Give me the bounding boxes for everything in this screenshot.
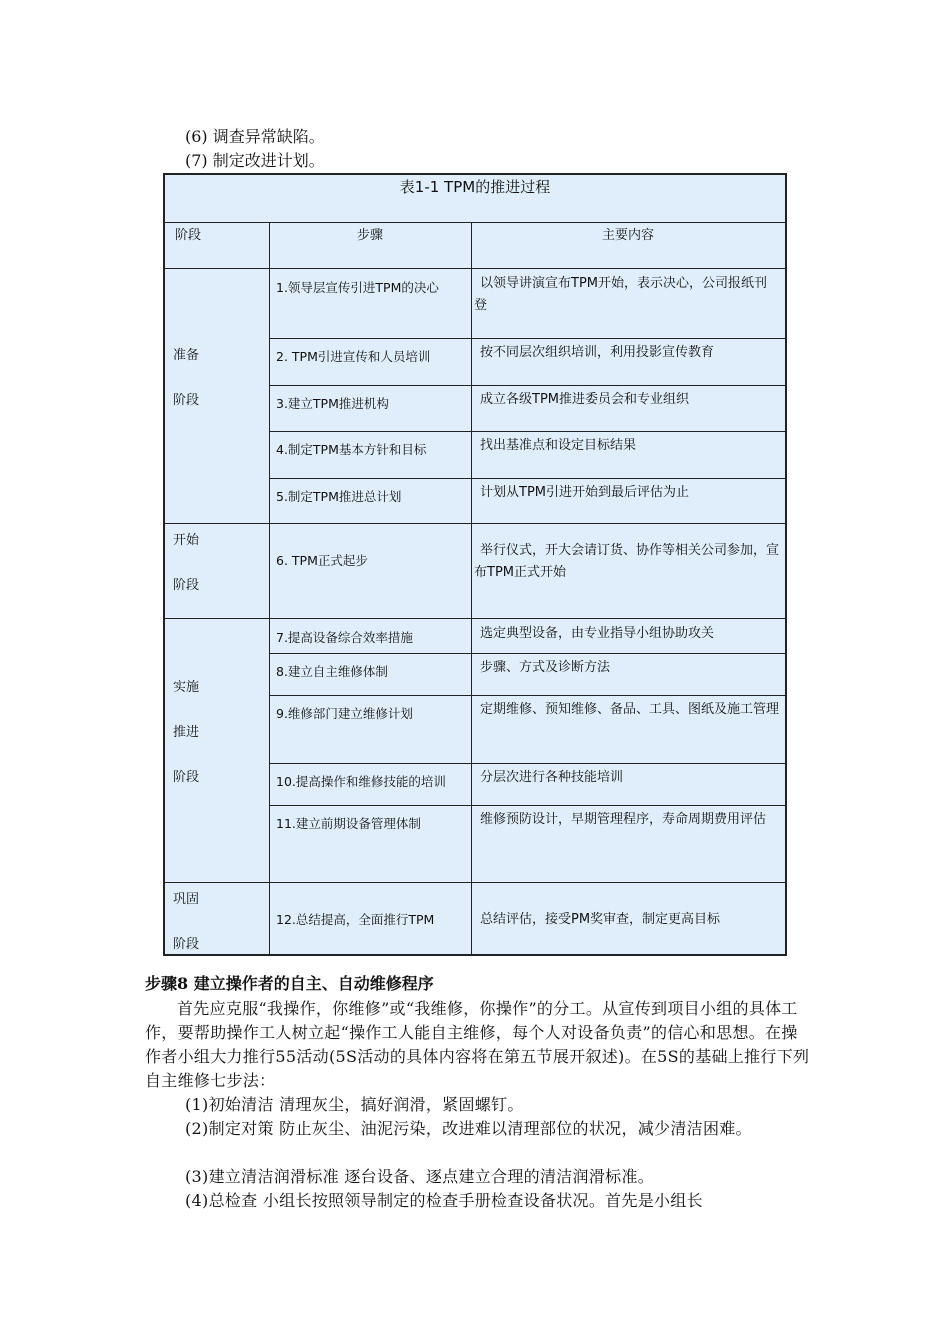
header-step: 步骤	[356, 228, 383, 243]
step-cell: 5.制定TPM推进总计划	[276, 489, 402, 504]
phase-prepare: 准备 阶段	[173, 348, 200, 408]
content-cell: 总结评估，接受PM奖审查，制定更高目标	[480, 912, 721, 927]
paragraph-intro: 首先应克服“我操作，你维修”或“我维修，你操作”的分工。从宣传到项目小组的具体工作，要帮助操作工人树立起“操作工人能自主维修，每个人对设备负责”的信心和思想。在操作者小组大力推行55活动(5S活动的具体内容将在第五节展开叙述)。在5S的基础上推行下列自主维修七步法：	[145, 999, 810, 1090]
paragraph-step-3: (3)建立清洁润滑标准 逐台设备、逐点建立合理的清洁润滑标准。	[185, 1167, 655, 1186]
content-cell: 找出基准点和设定目标结果	[480, 438, 637, 453]
content-cell: 计划从TPM引进开始到最后评估为止	[480, 485, 689, 500]
phase-start: 开始 阶段	[173, 533, 200, 593]
step-cell: 7.提高设备综合效率措施	[276, 630, 413, 645]
step-cell: 9.维修部门建立维修计划	[276, 706, 413, 721]
step-cell: 1.领导层宣传引进TPM的决心	[276, 280, 439, 295]
header-content: 主要内容	[601, 228, 654, 243]
step-cell: 4.制定TPM基本方针和目标	[276, 442, 427, 457]
tpm-process-table	[163, 173, 787, 956]
content-cell: 选定典型设备，由专业指导小组协助攻关	[480, 626, 715, 641]
header-phase: 阶段	[175, 228, 202, 243]
phase-consolidate: 巩固 阶段	[173, 892, 200, 952]
step-cell: 6. TPM正式起步	[276, 553, 368, 568]
step-cell: 12.总结提高，全面推行TPM	[276, 912, 435, 927]
content-cell: 举行仪式，开大会请订货、协作等相关公司参加，宣布TPM正式开始	[474, 543, 780, 580]
step-cell: 8.建立自主维修体制	[276, 664, 388, 679]
table-title: 表1-1 TPM的推进过程	[165, 175, 785, 223]
step-cell: 10.提高操作和维修技能的培训	[276, 774, 446, 789]
step-cell: 11.建立前期设备管理体制	[276, 816, 421, 831]
step-cell: 2. TPM引进宣传和人员培训	[276, 349, 431, 364]
section-heading: 步骤8 建立操作者的自主、自动维修程序	[145, 974, 434, 993]
paragraph-step-4: (4)总检查 小组长按照领导制定的检查手册检查设备状况。首先是小组长	[185, 1191, 703, 1210]
content-cell: 以领导讲演宣布TPM开始，表示决心，公司报纸刊登	[474, 276, 767, 313]
step-cell: 3.建立TPM推进机构	[276, 396, 389, 411]
paragraph-step-2: (2)制定对策 防止灰尘、油泥污染，改进难以清理部位的状况，减少清洁困难。	[185, 1119, 752, 1138]
intro-item-6: (6) 调查异常缺陷。	[185, 127, 325, 146]
phase-implement: 实施 推进 阶段	[173, 680, 200, 785]
content-cell: 定期维修、预知维修、备品、工具、图纸及施工管理	[480, 702, 780, 717]
content-cell: 成立各级TPM推进委员会和专业组织	[480, 392, 689, 407]
intro-item-7: (7) 制定改进计划。	[185, 151, 325, 170]
paragraph-step-1: (1)初始清洁 清理灰尘，搞好润滑，紧固螺钉。	[185, 1095, 524, 1114]
content-cell: 分层次进行各种技能培训	[480, 770, 624, 785]
content-cell: 维修预防设计，早期管理程序，寿命周期费用评估	[480, 812, 767, 827]
content-cell: 步骤、方式及诊断方法	[480, 660, 611, 675]
content-cell: 按不同层次组织培训，利用投影宣传教育	[480, 345, 715, 360]
